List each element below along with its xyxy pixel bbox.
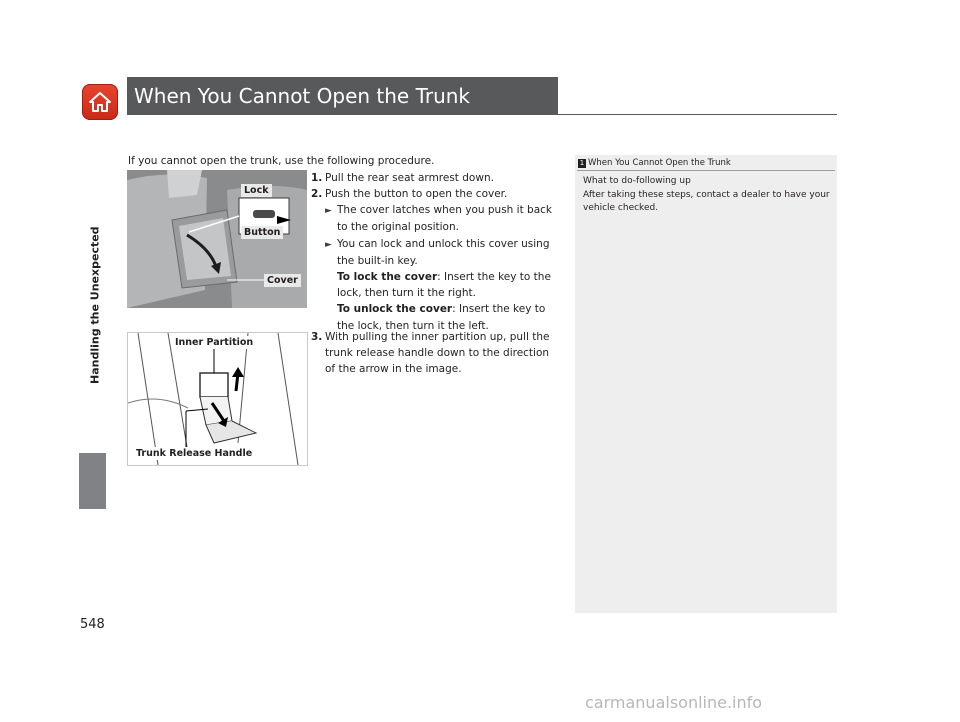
step-1: 1. Pull the rear seat armrest down. (311, 172, 494, 184)
section-tab[interactable] (79, 453, 106, 509)
page-title: When You Cannot Open the Trunk (134, 84, 471, 108)
procedure-steps (311, 170, 571, 186)
note-heading: 1 When You Cannot Open the Trunk (579, 158, 731, 168)
armrest-illustration (127, 170, 307, 308)
title-rule (127, 114, 837, 115)
step-2: 2. Push the button to open the cover. ► The cover latches when you push it back to the original position. ► You can lock and unlock this cover using the built-in key. To lock the cover: Insert the key to the lock, then turn it the right. To unlock the cover: Insert the key to the lock, then turn it the left. (311, 188, 552, 332)
partition-illustration (128, 333, 307, 465)
button-label: Button (241, 226, 283, 239)
cover-label: Cover (264, 274, 301, 287)
watermark: carmanualsonline.info (585, 693, 763, 712)
home-icon (88, 90, 112, 114)
intro-text: If you cannot open the trunk, use the following procedure. (128, 155, 435, 167)
section-label: Handling the Unexpected (88, 226, 102, 384)
page-number: 548 (80, 617, 105, 632)
triangle-right-icon: ► (325, 239, 332, 250)
note-box (575, 155, 837, 613)
triangle-right-icon: ► (325, 206, 332, 217)
note-body: After taking these steps, contact a dealer to have your vehicle checked. (583, 190, 830, 213)
note-marker: 1 (579, 159, 585, 167)
lock-label: Lock (241, 184, 272, 197)
step-3: 3. With pulling the inner partition up, pull the trunk release handle down to the direction of the arrow in the image. (311, 331, 550, 376)
note-subheading: What to do-following up (583, 176, 691, 186)
inner-partition-label: Inner Partition (172, 336, 256, 349)
armrest-photo (127, 170, 307, 308)
home-button[interactable] (82, 84, 118, 120)
note-divider (577, 170, 835, 171)
partition-sketch (127, 332, 308, 466)
trunk-release-handle-label: Trunk Release Handle (133, 447, 255, 460)
